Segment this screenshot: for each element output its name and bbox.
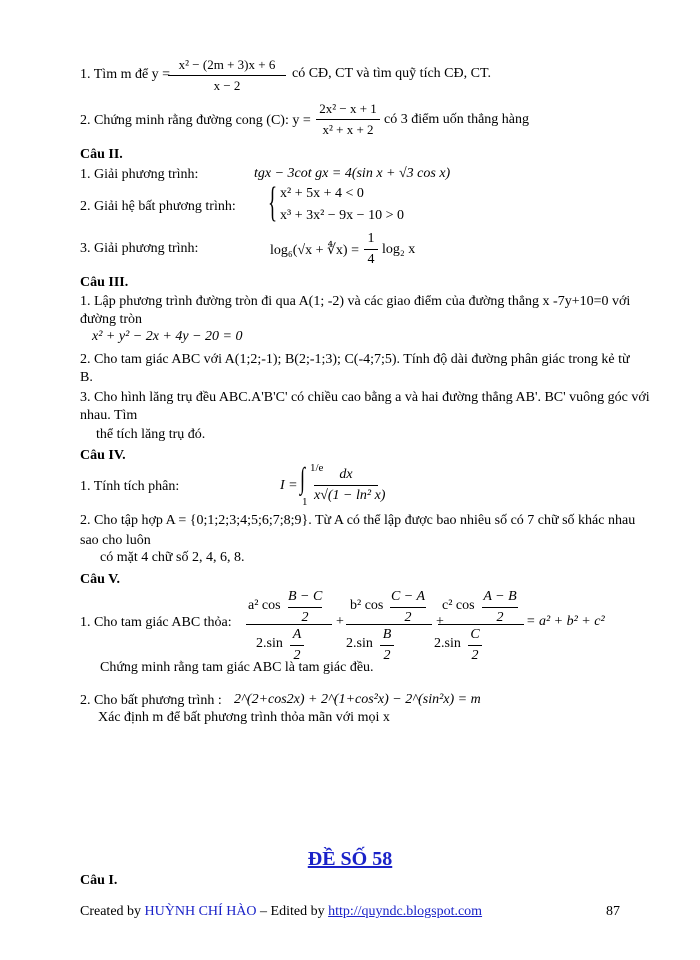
f2-num-a: C − A [390,589,426,604]
f2-main-bar [346,624,432,625]
q1-1-numerator: x² − (2m + 3)x + 6 [178,57,276,72]
f3-num-arg [482,588,518,627]
c5-rhs: = a² + b² + c² [526,614,605,629]
f3-den-a: C [470,627,480,642]
f2-num-top: b² cos [350,598,384,613]
c3-p3-line2: nhau. Tìm [80,408,138,423]
c5-q2-requirement: Xác định m để bất phương trình thỏa mãn với mọi x [98,710,390,725]
c3-p3-line1: 3. Cho hình lăng trụ đều ABC.A'B'C' có chiều cao bằng a và hai đường thẳng AB'. BC' vuông góc với [80,390,650,405]
c4-integrand [314,466,386,505]
c5-q2-label: 2. Cho bất phương trình : [80,693,222,708]
footer-edited: – Edited by [256,904,329,919]
c3-p1-line1: 1. Lập phương trình đường tròn đi qua A(1; -2) và các giao điểm của đường thẳng x -7y+10=0 với [80,294,631,309]
q1-2-denominator: x² + x + 2 [322,122,374,137]
c3-p2-line2: B. [80,370,93,385]
f2-den-b: 2 [383,648,391,663]
question-1-2 [80,112,311,130]
f2-num-arg [390,588,426,627]
f2-den-arg [380,626,394,665]
f1-num-top: a² cos [248,598,281,613]
c2-q1-label: 1. Giải phương trình: [80,167,199,182]
f3-main-bar [438,624,524,625]
c3-p2-line1: 2. Cho tam giác ABC với A(1;2;-1); B(2;-1;3); C(-4;7;5). Tính độ dài đường phân giác trong kẻ từ [80,352,630,367]
footer [80,904,482,920]
c5-q2-equation: 2^(2+cos2x) + 2^(1+cos²x) − 2^(sin²x) = m [234,692,481,707]
f1-main-bar [246,624,332,625]
c2-q3-right: log₂ x [382,242,416,257]
f2-den-pre: 2.sin [346,636,373,651]
c4-lower-limit: 1 [302,496,308,508]
footer-created: Created by [80,904,142,919]
q1-1-denominator: x − 2 [213,78,241,93]
f3-num-b: 2 [496,610,504,625]
plus-2: + [436,614,444,629]
q1-1-suffix: có CĐ, CT và tìm quỹ tích CĐ, CT. [292,66,491,81]
c2-q3-fraction [364,230,378,269]
c5-q1-conclusion: Chứng minh rằng tam giác ABC là tam giác đều. [100,660,374,675]
exam-title: ĐỀ SỐ 58 [307,848,393,870]
f3-den-arg [468,626,482,665]
c4-q2-line3: có mặt 4 chữ số 2, 4, 6, 8. [100,550,245,565]
c4-q2-line1: 2. Cho tập hợp A = {0;1;2;3;4;5;6;7;8;9}. Từ A có thể lập được bao nhiêu số có 7 chữ số khác nhau [80,513,636,528]
f1-num-b: 2 [301,610,309,625]
c2-q3-num: 1 [367,231,375,246]
c4-den: x√(1 − ln² x) [314,488,386,503]
q1-2-suffix: có 3 điểm uốn thẳng hàng [384,112,530,127]
footer-link[interactable]: http://quyndc.blogspot.com [328,904,483,919]
c4-q2-line2: sao cho luôn [80,533,151,548]
q1-2-fraction [316,100,380,139]
plus-1: + [336,614,344,629]
f3-den-pre: 2.sin [434,636,461,651]
f1-den-b: 2 [293,648,301,663]
q1-2-prefix: 2. Chứng minh rằng đường cong (C): y = [80,113,311,128]
f3-den-b: 2 [471,648,479,663]
q1-1-prefix: 1. Tìm m để y = [80,67,171,82]
system-brace: { [268,180,278,226]
cau-4-heading: Câu IV. [80,448,126,463]
c4-upper-limit: 1/e [310,462,324,474]
c5-q1-label: 1. Cho tam giác ABC thỏa: [80,615,232,630]
c2-q2-ineq-2: x³ + 3x² − 9x − 10 > 0 [280,208,404,223]
c2-q3-left: log₆(√x + ∜x) = [270,243,359,258]
c3-p1-line2: đường tròn [80,312,143,327]
c4-I: I = [280,478,298,493]
question-1-1 [80,66,170,84]
cau-2-heading: Câu II. [80,147,123,162]
c2-q2-ineq-1: x² + 5x + 4 < 0 [280,186,364,201]
f3-num-a: A − B [483,589,517,604]
c4-num: dx [339,467,353,482]
c3-p3-line3: thể tích lăng trụ đó. [96,427,206,442]
c3-circle-equation: x² + y² − 2x + 4y − 20 = 0 [92,329,243,344]
c2-q3-den: 4 [367,252,375,267]
f1-den-a: A [292,627,302,642]
f1-den-pre: 2.sin [256,636,283,651]
f2-den-a: B [382,627,392,642]
q1-1-fraction [168,56,286,95]
cau-3-heading: Câu III. [80,275,129,290]
f2-num-b: 2 [404,610,412,625]
footer-author: HUỲNH CHÍ HÀO [144,904,257,919]
page-number: 87 [606,904,620,919]
f1-num-arg [288,588,322,627]
cau-5-heading: Câu V. [80,572,120,587]
c4-q1-label: 1. Tính tích phân: [80,479,180,494]
f1-num-a: B − C [288,589,323,604]
c2-q2-label: 2. Giải hệ bất phương trình: [80,199,236,214]
c2-q3-label: 3. Giải phương trình: [80,241,199,256]
f3-num-top: c² cos [442,598,475,613]
cau-1-heading: Câu I. [80,873,118,888]
q1-2-numerator: 2x² − x + 1 [319,101,377,116]
integral-sign: ∫ [300,462,305,495]
c2-q1-equation: tgx − 3cot gx = 4(sin x + √3 cos x) [254,166,451,181]
